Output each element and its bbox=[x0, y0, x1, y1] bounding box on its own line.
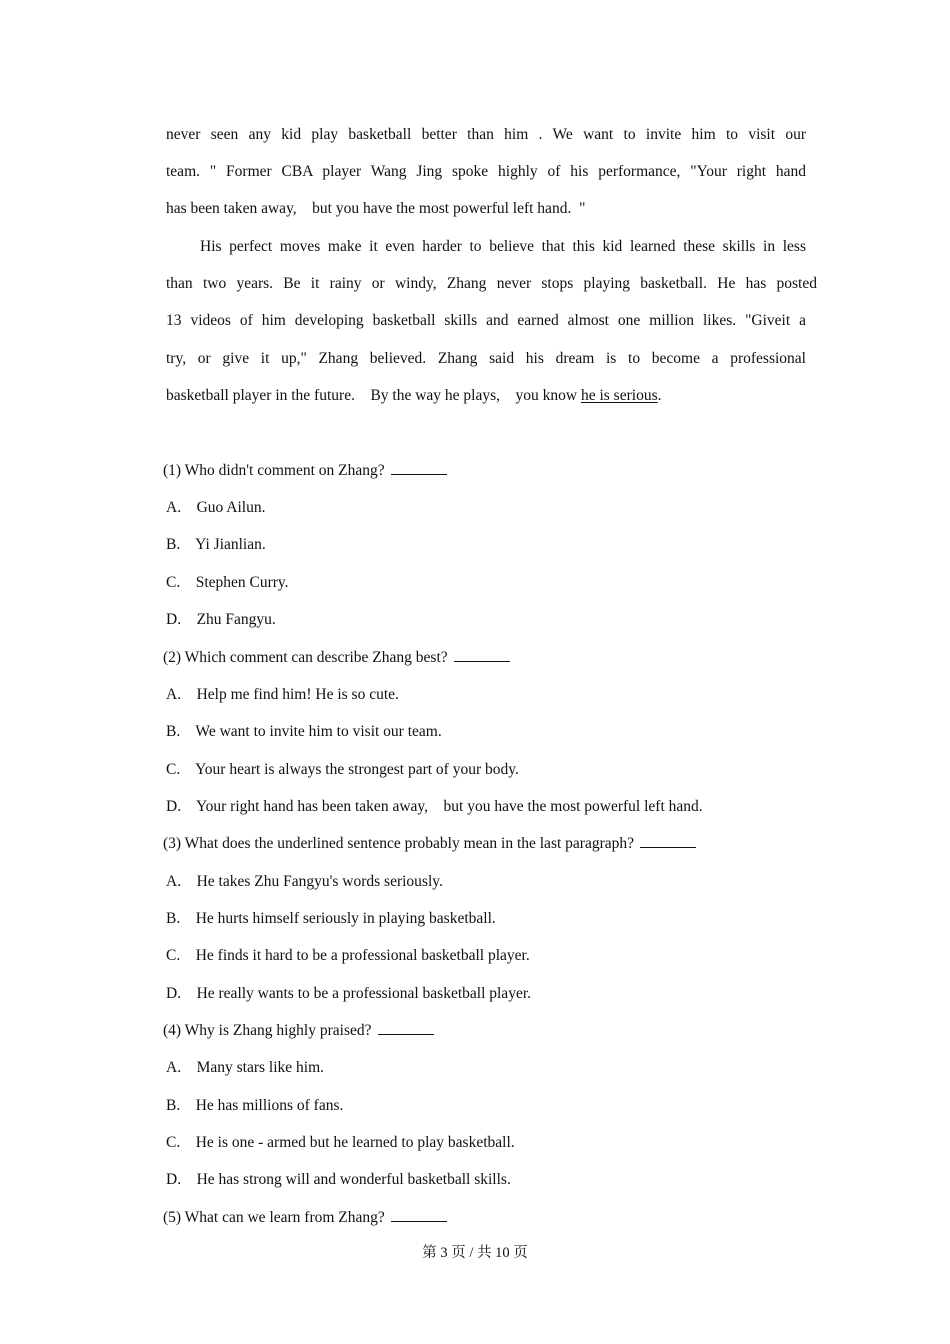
passage-text: basketball player in the future. By the way he plays, you know bbox=[166, 387, 581, 404]
question-stem: (4) Why is Zhang highly praised? bbox=[163, 1020, 434, 1042]
option: C. He is one - armed but he learned to play basketball. bbox=[166, 1134, 515, 1151]
question-stem: (3) What does the underlined sentence probably mean in the last paragraph? bbox=[163, 833, 696, 855]
option: A. Many stars like him. bbox=[166, 1059, 324, 1076]
passage-line: try, or give it up," Zhang believed. Zhang said his dream is to become a professional bbox=[166, 350, 806, 367]
passage-line: never seen any kid play basketball better than him . We want to invite him to visit our bbox=[166, 126, 806, 143]
option: A. Guo Ailun. bbox=[166, 499, 266, 516]
option: D. Your right hand has been taken away, but you have the most powerful left hand. bbox=[166, 798, 703, 815]
option: A. He takes Zhu Fangyu's words seriously. bbox=[166, 873, 443, 890]
answer-blank bbox=[391, 460, 447, 475]
option: D. He really wants to be a professional basketball player. bbox=[166, 985, 531, 1002]
option: B. He has millions of fans. bbox=[166, 1097, 344, 1114]
passage-line: has been taken away, but you have the most powerful left hand. " bbox=[166, 200, 586, 217]
option: C. He finds it hard to be a professional basketball player. bbox=[166, 947, 530, 964]
question-stem: (1) Who didn't comment on Zhang? bbox=[163, 460, 447, 482]
option: C. Your heart is always the strongest part of your body. bbox=[166, 761, 519, 778]
page-number: 第 3 页 / 共 10 页 bbox=[422, 1245, 528, 1261]
passage-line bbox=[166, 385, 661, 407]
question-stem: (5) What can we learn from Zhang? bbox=[163, 1207, 447, 1229]
question-stem: (2) Which comment can describe Zhang best? bbox=[163, 647, 510, 669]
option: B. We want to invite him to visit our team. bbox=[166, 723, 442, 740]
passage-line: 13 videos of him developing basketball skills and earned almost one million likes. "Giveit a bbox=[166, 312, 806, 329]
option: D. He has strong will and wonderful basketball skills. bbox=[166, 1171, 511, 1188]
passage-line: than two years. Be it rainy or windy, Zhang never stops playing basketball. He has posted bbox=[166, 275, 817, 292]
option: B. He hurts himself seriously in playing basketball. bbox=[166, 910, 496, 927]
passage-line: team. " Former CBA player Wang Jing spoke highly of his performance, "Your right hand bbox=[166, 163, 806, 180]
answer-blank bbox=[378, 1020, 434, 1035]
answer-blank bbox=[391, 1207, 447, 1222]
passage-text: . bbox=[657, 387, 662, 404]
answer-blank bbox=[640, 833, 696, 848]
option: C. Stephen Curry. bbox=[166, 574, 289, 591]
answer-blank bbox=[454, 647, 510, 662]
underlined-sentence: he is serious bbox=[580, 387, 658, 404]
option: A. Help me find him! He is so cute. bbox=[166, 686, 399, 703]
passage-line: His perfect moves make it even harder to believe that this kid learned these skills in less bbox=[200, 238, 806, 255]
option: D. Zhu Fangyu. bbox=[166, 611, 276, 628]
option: B. Yi Jianlian. bbox=[166, 536, 266, 553]
